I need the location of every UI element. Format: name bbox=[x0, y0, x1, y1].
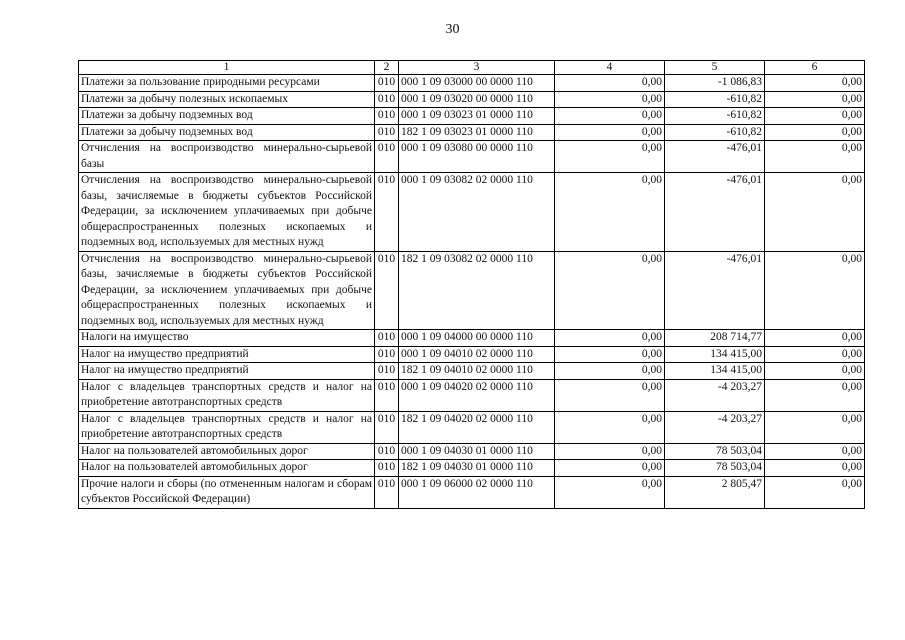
row-column4-cell: 0,00 bbox=[555, 251, 665, 330]
row-name-cell: Отчисления на воспроизводство минерально-сырьевой базы bbox=[79, 141, 375, 173]
table-row bbox=[79, 91, 865, 108]
column-header: 5 bbox=[665, 61, 765, 75]
row-code-cell: 182 1 09 03082 02 0000 110 bbox=[399, 251, 555, 330]
row-code-cell: 000 1 09 06000 02 0000 110 bbox=[399, 476, 555, 508]
table-row bbox=[79, 108, 865, 125]
column-header: 4 bbox=[555, 61, 665, 75]
row-name-cell: Налоги на имущество bbox=[79, 330, 375, 347]
row-name-cell: Налог на пользователей автомобильных дорог bbox=[79, 443, 375, 460]
row-name-cell: Платежи за добычу подземных вод bbox=[79, 124, 375, 141]
table-row bbox=[79, 75, 865, 92]
row-column5-cell: 78 503,04 bbox=[665, 460, 765, 477]
row-code-cell: 000 1 09 03082 02 0000 110 bbox=[399, 173, 555, 252]
row-code-cell: 182 1 09 04030 01 0000 110 bbox=[399, 460, 555, 477]
row-column2-cell: 010 bbox=[375, 460, 399, 477]
row-column4-cell: 0,00 bbox=[555, 124, 665, 141]
row-column2-cell: 010 bbox=[375, 75, 399, 92]
column-header: 1 bbox=[79, 61, 375, 75]
table-row bbox=[79, 141, 865, 173]
column-header: 3 bbox=[399, 61, 555, 75]
header-row bbox=[79, 61, 865, 75]
table-row bbox=[79, 124, 865, 141]
row-column4-cell: 0,00 bbox=[555, 379, 665, 411]
table-row bbox=[79, 346, 865, 363]
row-column5-cell: -476,01 bbox=[665, 251, 765, 330]
row-column6-cell: 0,00 bbox=[765, 91, 865, 108]
row-name-cell: Отчисления на воспроизводство минерально-сырьевой базы, зачисляемые в бюджеты субъектов Российской Федерации, за исключением уплачиваемых при добыче общераспространенных полезных ископаемых и подземных вод, используемых для местных нужд bbox=[79, 251, 375, 330]
row-column4-cell: 0,00 bbox=[555, 363, 665, 380]
row-column4-cell: 0,00 bbox=[555, 141, 665, 173]
row-column6-cell: 0,00 bbox=[765, 346, 865, 363]
row-column2-cell: 010 bbox=[375, 443, 399, 460]
table-row bbox=[79, 330, 865, 347]
row-column4-cell: 0,00 bbox=[555, 108, 665, 125]
row-column6-cell: 0,00 bbox=[765, 141, 865, 173]
row-code-cell: 000 1 09 04020 02 0000 110 bbox=[399, 379, 555, 411]
row-column2-cell: 010 bbox=[375, 173, 399, 252]
table-row bbox=[79, 460, 865, 477]
table-row bbox=[79, 251, 865, 330]
row-column5-cell: -4 203,27 bbox=[665, 379, 765, 411]
page-number: 30 bbox=[445, 22, 460, 37]
table-row bbox=[79, 411, 865, 443]
row-column6-cell: 0,00 bbox=[765, 379, 865, 411]
row-column2-cell: 010 bbox=[375, 141, 399, 173]
table-row bbox=[79, 476, 865, 508]
row-name-cell: Налог с владельцев транспортных средств и налог на приобретение автотранспортных средств bbox=[79, 379, 375, 411]
row-column6-cell: 0,00 bbox=[765, 460, 865, 477]
row-column6-cell: 0,00 bbox=[765, 330, 865, 347]
row-column4-cell: 0,00 bbox=[555, 75, 665, 92]
row-column6-cell: 0,00 bbox=[765, 75, 865, 92]
row-column6-cell: 0,00 bbox=[765, 173, 865, 252]
row-code-cell: 000 1 09 03000 00 0000 110 bbox=[399, 75, 555, 92]
table-row bbox=[79, 363, 865, 380]
row-code-cell: 000 1 09 04000 00 0000 110 bbox=[399, 330, 555, 347]
row-name-cell: Платежи за добычу полезных ископаемых bbox=[79, 91, 375, 108]
row-column2-cell: 010 bbox=[375, 330, 399, 347]
row-column4-cell: 0,00 bbox=[555, 346, 665, 363]
row-column6-cell: 0,00 bbox=[765, 108, 865, 125]
row-column2-cell: 010 bbox=[375, 251, 399, 330]
table-row bbox=[79, 379, 865, 411]
row-column4-cell: 0,00 bbox=[555, 460, 665, 477]
row-column6-cell: 0,00 bbox=[765, 476, 865, 508]
row-column5-cell: 134 415,00 bbox=[665, 363, 765, 380]
row-column5-cell: -4 203,27 bbox=[665, 411, 765, 443]
row-column6-cell: 0,00 bbox=[765, 251, 865, 330]
budget-table bbox=[78, 60, 865, 509]
row-name-cell: Платежи за пользование природными ресурсами bbox=[79, 75, 375, 92]
row-column6-cell: 0,00 bbox=[765, 443, 865, 460]
row-column5-cell: 208 714,77 bbox=[665, 330, 765, 347]
row-column4-cell: 0,00 bbox=[555, 330, 665, 347]
row-column4-cell: 0,00 bbox=[555, 173, 665, 252]
row-code-cell: 000 1 09 03080 00 0000 110 bbox=[399, 141, 555, 173]
row-column6-cell: 0,00 bbox=[765, 411, 865, 443]
table-row bbox=[79, 443, 865, 460]
row-name-cell: Прочие налоги и сборы (по отмененным налогам и сборам субъектов Российской Федерации) bbox=[79, 476, 375, 508]
row-column2-cell: 010 bbox=[375, 476, 399, 508]
row-column5-cell: -476,01 bbox=[665, 141, 765, 173]
row-column2-cell: 010 bbox=[375, 91, 399, 108]
row-name-cell: Отчисления на воспроизводство минерально-сырьевой базы, зачисляемые в бюджеты субъектов Российской Федерации, за исключением уплачиваемых при добыче общераспространенных полезных ископаемых и подземных вод, используемых для местных нужд bbox=[79, 173, 375, 252]
row-column4-cell: 0,00 bbox=[555, 91, 665, 108]
row-column4-cell: 0,00 bbox=[555, 443, 665, 460]
row-column5-cell: 134 415,00 bbox=[665, 346, 765, 363]
row-name-cell: Налог на пользователей автомобильных дорог bbox=[79, 460, 375, 477]
row-name-cell: Налог с владельцев транспортных средств и налог на приобретение автотранспортных средств bbox=[79, 411, 375, 443]
row-code-cell: 182 1 09 04010 02 0000 110 bbox=[399, 363, 555, 380]
row-column2-cell: 010 bbox=[375, 363, 399, 380]
row-code-cell: 182 1 09 04020 02 0000 110 bbox=[399, 411, 555, 443]
row-code-cell: 000 1 09 03023 01 0000 110 bbox=[399, 108, 555, 125]
row-name-cell: Налог на имущество предприятий bbox=[79, 363, 375, 380]
row-name-cell: Платежи за добычу подземных вод bbox=[79, 108, 375, 125]
table-row bbox=[79, 173, 865, 252]
row-column2-cell: 010 bbox=[375, 346, 399, 363]
row-column5-cell: -610,82 bbox=[665, 91, 765, 108]
row-column2-cell: 010 bbox=[375, 411, 399, 443]
row-column2-cell: 010 bbox=[375, 379, 399, 411]
row-column5-cell: 78 503,04 bbox=[665, 443, 765, 460]
row-code-cell: 182 1 09 03023 01 0000 110 bbox=[399, 124, 555, 141]
row-column4-cell: 0,00 bbox=[555, 476, 665, 508]
row-name-cell: Налог на имущество предприятий bbox=[79, 346, 375, 363]
row-column5-cell: -610,82 bbox=[665, 108, 765, 125]
row-column5-cell: -610,82 bbox=[665, 124, 765, 141]
row-column6-cell: 0,00 bbox=[765, 124, 865, 141]
row-column5-cell: -476,01 bbox=[665, 173, 765, 252]
column-header: 6 bbox=[765, 61, 865, 75]
row-code-cell: 000 1 09 04030 01 0000 110 bbox=[399, 443, 555, 460]
row-column6-cell: 0,00 bbox=[765, 363, 865, 380]
column-header: 2 bbox=[375, 61, 399, 75]
row-column4-cell: 0,00 bbox=[555, 411, 665, 443]
row-code-cell: 000 1 09 04010 02 0000 110 bbox=[399, 346, 555, 363]
row-column2-cell: 010 bbox=[375, 108, 399, 125]
row-code-cell: 000 1 09 03020 00 0000 110 bbox=[399, 91, 555, 108]
row-column2-cell: 010 bbox=[375, 124, 399, 141]
row-column5-cell: 2 805,47 bbox=[665, 476, 765, 508]
row-column5-cell: -1 086,83 bbox=[665, 75, 765, 92]
